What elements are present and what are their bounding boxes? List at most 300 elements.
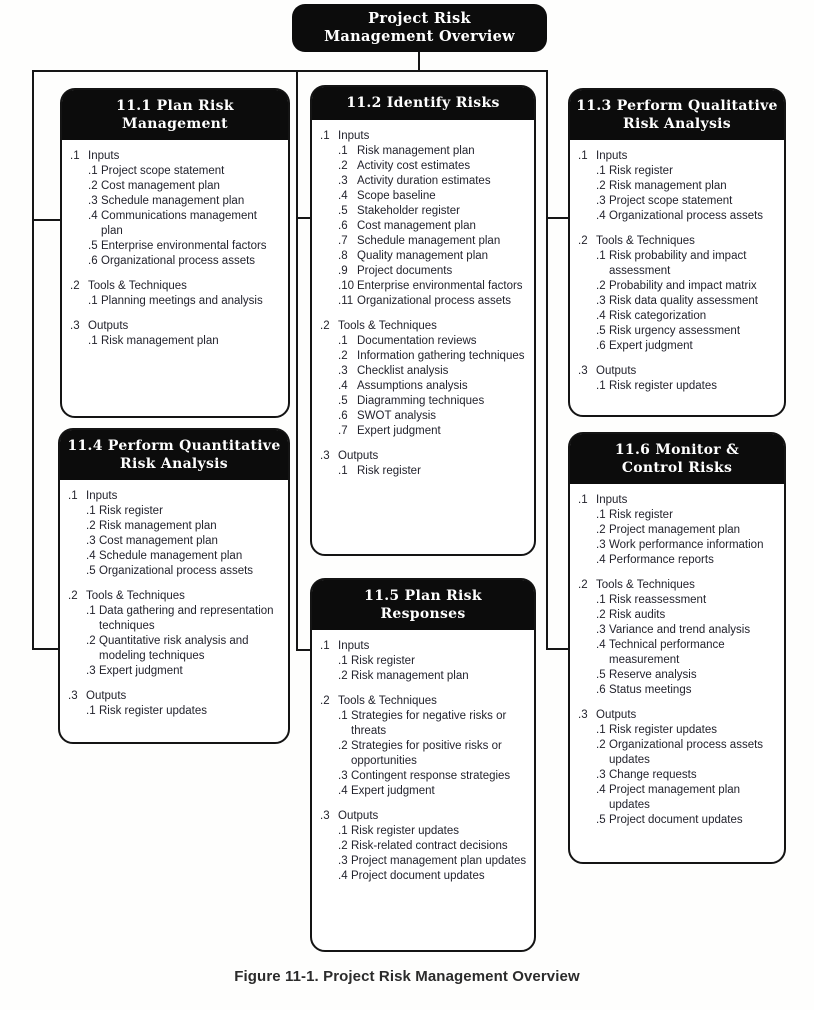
list-item-text: Probability and impact matrix: [609, 280, 757, 292]
list-item: [86, 564, 274, 579]
list-item-number: .2: [596, 280, 606, 292]
list-item-text: Assumptions analysis: [357, 379, 468, 392]
list-item-text: Enterprise environmental factors: [101, 240, 267, 252]
overview-title-box: [292, 4, 547, 52]
process-box-title: [312, 580, 534, 630]
list-item-number: .1: [88, 165, 98, 177]
section-number: .3: [578, 365, 588, 377]
section-inputs: [578, 493, 779, 568]
list-item-text: Quality management plan: [357, 249, 489, 262]
list-item-number: .3: [596, 769, 606, 781]
list-item: [596, 164, 779, 179]
list-item-text: Status meetings: [609, 684, 692, 696]
list-item: [596, 813, 779, 828]
section-label: Tools & Techniques: [338, 319, 437, 332]
list-item-text: Expert judgment: [351, 785, 435, 797]
list-item: [596, 339, 779, 354]
list-item: [338, 204, 526, 219]
list-item-text: Performance reports: [609, 554, 714, 566]
connector-trunk-left: [32, 70, 34, 650]
overview-title-line: Project Risk: [368, 10, 471, 27]
list-item-number: .5: [86, 565, 96, 577]
list-item: [596, 683, 779, 698]
section-label: Inputs: [338, 640, 370, 652]
list-item: [596, 324, 779, 339]
section-label: Tools & Techniques: [88, 280, 187, 292]
list-item-text: Project management plan updates: [609, 784, 741, 811]
list-item: [338, 739, 527, 769]
list-item-number: .1: [596, 724, 606, 736]
section-number: .3: [68, 690, 78, 702]
section-heading: [70, 279, 272, 294]
list-item-number: .1: [88, 335, 98, 347]
list-item-number: .7: [338, 424, 348, 437]
list-item-number: .3: [88, 195, 98, 207]
list-item: [338, 249, 526, 264]
section-heading: [70, 319, 272, 334]
list-item-number: .3: [338, 855, 348, 867]
list-item-number: .2: [338, 670, 348, 682]
list-item-text: Work performance information: [609, 539, 764, 551]
section-tools-techniques: [320, 319, 526, 439]
section-label: Tools & Techniques: [596, 579, 695, 591]
list-item-text: Risk probability and impact assessment: [609, 250, 747, 277]
list-item-text: Risk management plan: [99, 520, 217, 532]
list-item-number: .5: [338, 394, 348, 407]
connector-trunk-right: [546, 70, 548, 650]
process-box-body: [570, 484, 784, 840]
list-item-text: Project document updates: [351, 870, 485, 882]
list-item: [596, 623, 779, 638]
section-heading: [578, 578, 779, 593]
list-item-text: Change requests: [609, 769, 697, 781]
list-item-text: Activity duration estimates: [357, 174, 491, 187]
list-item-text: Strategies for positive risks or opportunities: [351, 740, 502, 767]
list-item-number: .1: [88, 295, 98, 307]
list-item: [596, 309, 779, 324]
list-item-text: Risk register: [351, 655, 415, 667]
list-item-number: .4: [596, 210, 606, 222]
section-number: .1: [320, 640, 330, 652]
section-label: Tools & Techniques: [86, 590, 185, 602]
process-box-body: [62, 140, 288, 361]
list-item-text: Risk urgency assessment: [609, 325, 741, 337]
list-item-number: .3: [596, 539, 606, 551]
list-item-number: .4: [88, 210, 98, 222]
section-inputs: [70, 149, 272, 269]
section-label: Inputs: [596, 494, 628, 506]
list-item: [596, 593, 779, 608]
section-label: Outputs: [338, 449, 379, 462]
list-item-number: .1: [338, 334, 348, 347]
list-item-text: Risk-related contract decisions: [351, 840, 508, 852]
list-item-number: .1: [338, 464, 348, 477]
section-number: .3: [320, 810, 330, 822]
list-item-number: .4: [596, 784, 606, 796]
list-item-number: .2: [338, 349, 348, 362]
list-item: [338, 854, 527, 869]
list-item: [596, 379, 779, 394]
section-number: .2: [578, 235, 588, 247]
list-item-number: .3: [338, 770, 348, 782]
section-outputs: [320, 449, 526, 479]
list-item-number: .2: [596, 524, 606, 536]
list-item-number: .2: [338, 740, 348, 752]
list-item-number: .2: [596, 609, 606, 621]
section-number: .2: [320, 319, 330, 332]
list-item-number: .2: [596, 180, 606, 192]
list-item-text: Organizational process assets: [99, 565, 254, 577]
section-heading: [578, 364, 779, 379]
list-item: [596, 179, 779, 194]
figure-caption: Figure 11-1. Project Risk Management Overview: [234, 968, 580, 985]
list-item-number: .4: [596, 639, 606, 651]
list-item-text: Risk management plan: [609, 180, 727, 192]
list-item: [86, 549, 274, 564]
connector-stub-11-1: [32, 219, 62, 221]
section-outputs: [578, 708, 779, 828]
list-item: [596, 538, 779, 553]
process-title-line: 11.4 Perform Quantitative: [67, 438, 281, 454]
list-item-number: .4: [596, 554, 606, 566]
process-title-line: 11.3 Perform Qualitative: [576, 98, 778, 114]
list-item: [338, 144, 526, 159]
list-item: [338, 409, 526, 424]
list-item-text: Schedule management plan: [99, 550, 243, 562]
list-item-number: .3: [86, 535, 96, 547]
list-item: [596, 249, 779, 279]
list-item-number: .9: [338, 264, 348, 277]
list-item-text: Contingent response strategies: [351, 770, 511, 782]
section-number: .2: [68, 590, 78, 602]
list-item-text: Expert judgment: [609, 340, 693, 352]
list-item: [338, 219, 526, 234]
list-item-text: Strategies for negative risks or threats: [351, 710, 507, 737]
list-item-number: .1: [86, 705, 96, 717]
list-item: [86, 634, 274, 664]
list-item: [338, 159, 526, 174]
connector-stem: [418, 52, 420, 72]
section-label: Tools & Techniques: [596, 235, 695, 247]
list-item-number: .3: [596, 624, 606, 636]
process-box-body: [570, 140, 784, 406]
list-item-text: Risk reassessment: [609, 594, 707, 606]
list-item-number: .8: [338, 249, 348, 262]
process-box-11-1: [60, 88, 290, 418]
list-item-text: Cost management plan: [101, 180, 220, 192]
list-item: [338, 669, 527, 684]
list-item-text: Risk categorization: [609, 310, 707, 322]
section-outputs: [70, 319, 272, 349]
list-item: [596, 668, 779, 683]
list-item-text: Risk register updates: [351, 825, 460, 837]
process-title-line: Responses: [380, 605, 466, 622]
list-item-text: Organizational process assets: [609, 210, 764, 222]
list-item: [338, 654, 527, 669]
section-heading: [578, 234, 779, 249]
section-outputs: [578, 364, 779, 394]
process-box-body: [60, 480, 288, 731]
connector-trunk-middle: [296, 70, 298, 651]
list-item-number: .5: [596, 325, 606, 337]
list-item-text: Cost management plan: [357, 219, 476, 232]
section-label: Outputs: [86, 690, 127, 702]
list-item-number: .5: [338, 204, 348, 217]
section-tools-techniques: [68, 589, 274, 679]
process-title-line: 11.2 Identify Risks: [346, 95, 500, 111]
connector-stub-11-4: [32, 648, 60, 650]
list-item-text: Risk register: [357, 464, 421, 477]
list-item: [338, 174, 526, 189]
list-item: [338, 264, 526, 279]
list-item-number: .1: [596, 380, 606, 392]
list-item-text: Schedule management plan: [357, 234, 501, 247]
list-item-text: Project documents: [357, 264, 453, 277]
process-box-title: [312, 87, 534, 120]
process-title-line: Control Risks: [621, 459, 733, 476]
process-box-title: [570, 90, 784, 140]
section-label: Inputs: [86, 490, 118, 502]
list-item: [338, 709, 527, 739]
process-box-title: [60, 430, 288, 480]
list-item-text: Project scope statement: [609, 195, 733, 207]
list-item-number: .1: [596, 509, 606, 521]
list-item-text: Risk management plan: [351, 670, 469, 682]
section-heading: [320, 809, 527, 824]
list-item: [88, 179, 272, 194]
list-item: [596, 194, 779, 209]
list-item: [596, 279, 779, 294]
process-box-body: [312, 630, 534, 896]
section-tools-techniques: [578, 578, 779, 698]
process-box-11-4: [58, 428, 290, 744]
list-item-number: .1: [338, 825, 348, 837]
list-item-number: .4: [338, 189, 348, 202]
process-title-line: 11.6 Monitor &: [614, 442, 740, 458]
list-item-number: .1: [338, 655, 348, 667]
section-heading: [70, 149, 272, 164]
list-item-number: .6: [338, 409, 348, 422]
section-heading: [320, 319, 526, 334]
list-item-text: Risk data quality assessment: [609, 295, 758, 307]
process-title-line: 11.5 Plan Risk: [364, 588, 482, 604]
list-item-number: .2: [596, 739, 606, 751]
list-item-number: .11: [338, 294, 354, 307]
list-item-text: Project management plan updates: [351, 855, 527, 867]
section-number: .2: [578, 579, 588, 591]
list-item: [596, 608, 779, 623]
list-item: [88, 254, 272, 269]
section-number: .2: [70, 280, 80, 292]
list-item: [596, 508, 779, 523]
list-item-number: .3: [338, 174, 348, 187]
list-item: [86, 534, 274, 549]
section-label: Inputs: [338, 129, 370, 142]
list-item: [338, 769, 527, 784]
process-title-line: Risk Analysis: [120, 455, 228, 472]
section-heading: [68, 689, 274, 704]
list-item: [338, 394, 526, 409]
list-item-number: .1: [596, 250, 606, 262]
list-item-number: .10: [338, 279, 354, 292]
section-tools-techniques: [70, 279, 272, 309]
list-item-number: .1: [86, 605, 96, 617]
connector-trunk-horizontal: [32, 70, 548, 72]
list-item: [88, 209, 272, 239]
list-item: [88, 334, 272, 349]
process-box-11-3: [568, 88, 786, 417]
list-item: [596, 738, 779, 768]
list-item-text: Enterprise environmental factors: [357, 279, 523, 292]
section-label: Outputs: [596, 709, 637, 721]
list-item-text: Risk register updates: [609, 380, 718, 392]
list-item-number: .3: [596, 295, 606, 307]
section-outputs: [320, 809, 527, 884]
list-item: [338, 364, 526, 379]
list-item: [88, 294, 272, 309]
section-number: .1: [320, 129, 330, 142]
list-item: [338, 424, 526, 439]
list-item-text: Reserve analysis: [609, 669, 697, 681]
list-item-text: Organizational process assets: [357, 294, 512, 307]
section-number: .1: [578, 494, 588, 506]
list-item: [86, 664, 274, 679]
list-item: [338, 234, 526, 249]
process-box-11-2: [310, 85, 536, 556]
list-item: [338, 379, 526, 394]
list-item-number: .2: [88, 180, 98, 192]
list-item-text: Project document updates: [609, 814, 743, 826]
list-item-number: .4: [596, 310, 606, 322]
section-heading: [320, 639, 527, 654]
section-label: Inputs: [88, 150, 120, 162]
process-box-title: [62, 90, 288, 140]
list-item-text: Technical performance measurement: [609, 639, 725, 666]
list-item-text: Activity cost estimates: [357, 159, 471, 172]
list-item-number: .6: [596, 684, 606, 696]
section-outputs: [68, 689, 274, 719]
list-item-number: .3: [338, 364, 348, 377]
section-number: .1: [68, 490, 78, 502]
list-item-text: Risk register updates: [609, 724, 718, 736]
section-number: .3: [578, 709, 588, 721]
list-item: [596, 553, 779, 568]
list-item-text: Project management plan: [609, 524, 741, 536]
list-item-number: .4: [338, 785, 348, 797]
section-heading: [578, 149, 779, 164]
list-item-number: .3: [86, 665, 96, 677]
process-title-line: Risk Analysis: [623, 115, 731, 132]
list-item: [596, 638, 779, 668]
list-item-number: .2: [86, 520, 96, 532]
list-item: [86, 519, 274, 534]
section-label: Outputs: [88, 320, 129, 332]
list-item-number: .1: [338, 144, 348, 157]
section-inputs: [320, 639, 527, 684]
list-item: [596, 209, 779, 224]
list-item: [338, 839, 527, 854]
list-item: [338, 824, 527, 839]
list-item: [86, 504, 274, 519]
section-heading: [320, 129, 526, 144]
list-item-number: .1: [596, 594, 606, 606]
list-item: [596, 723, 779, 738]
list-item: [596, 768, 779, 783]
list-item-text: Documentation reviews: [357, 334, 477, 347]
list-item-number: .1: [86, 505, 96, 517]
list-item-text: Risk management plan: [101, 335, 219, 347]
list-item-text: Information gathering techniques: [357, 349, 525, 362]
list-item-text: Stakeholder register: [357, 204, 460, 217]
section-label: Outputs: [596, 365, 637, 377]
list-item-text: Quantitative risk analysis and modeling techniques: [99, 635, 249, 662]
section-tools-techniques: [578, 234, 779, 354]
list-item: [338, 189, 526, 204]
section-heading: [320, 694, 527, 709]
list-item-number: .7: [338, 234, 348, 247]
section-heading: [578, 493, 779, 508]
list-item-text: Risk audits: [609, 609, 666, 621]
section-heading: [578, 708, 779, 723]
list-item-number: .2: [338, 840, 348, 852]
list-item-text: Expert judgment: [357, 424, 441, 437]
section-label: Outputs: [338, 810, 379, 822]
process-box-body: [312, 120, 534, 491]
list-item: [596, 294, 779, 309]
list-item-text: Checklist analysis: [357, 364, 449, 377]
process-box-11-5: [310, 578, 536, 952]
section-inputs: [320, 129, 526, 309]
section-heading: [68, 489, 274, 504]
list-item-text: Communications management plan: [101, 210, 257, 237]
list-item-number: .6: [88, 255, 98, 267]
list-item-text: Risk register: [609, 165, 673, 177]
section-heading: [320, 449, 526, 464]
list-item-text: Risk register updates: [99, 705, 208, 717]
section-number: .1: [70, 150, 80, 162]
process-box-title: [570, 434, 784, 484]
list-item-text: Risk register: [609, 509, 673, 521]
section-number: .3: [320, 449, 330, 462]
list-item: [338, 279, 526, 294]
list-item: [338, 869, 527, 884]
list-item-number: .4: [338, 870, 348, 882]
list-item: [88, 164, 272, 179]
list-item-text: Risk management plan: [357, 144, 475, 157]
list-item-number: .1: [596, 165, 606, 177]
list-item-number: .5: [596, 669, 606, 681]
list-item: [338, 464, 526, 479]
section-number: .2: [320, 695, 330, 707]
list-item-text: Schedule management plan: [101, 195, 245, 207]
process-title-line: Management: [122, 115, 228, 132]
list-item-text: Data gathering and representation techniques: [99, 605, 274, 632]
list-item-text: Organizational process assets: [101, 255, 256, 267]
list-item: [86, 704, 274, 719]
list-item: [86, 604, 274, 634]
list-item-number: .1: [338, 710, 348, 722]
list-item-number: .3: [596, 195, 606, 207]
list-item-text: Scope baseline: [357, 189, 436, 202]
list-item-number: .6: [596, 340, 606, 352]
list-item-text: Expert judgment: [99, 665, 183, 677]
section-inputs: [578, 149, 779, 224]
process-box-11-6: [568, 432, 786, 864]
list-item-number: .4: [338, 379, 348, 392]
list-item-text: Diagramming techniques: [357, 394, 485, 407]
list-item: [338, 334, 526, 349]
list-item-text: Risk register: [99, 505, 163, 517]
